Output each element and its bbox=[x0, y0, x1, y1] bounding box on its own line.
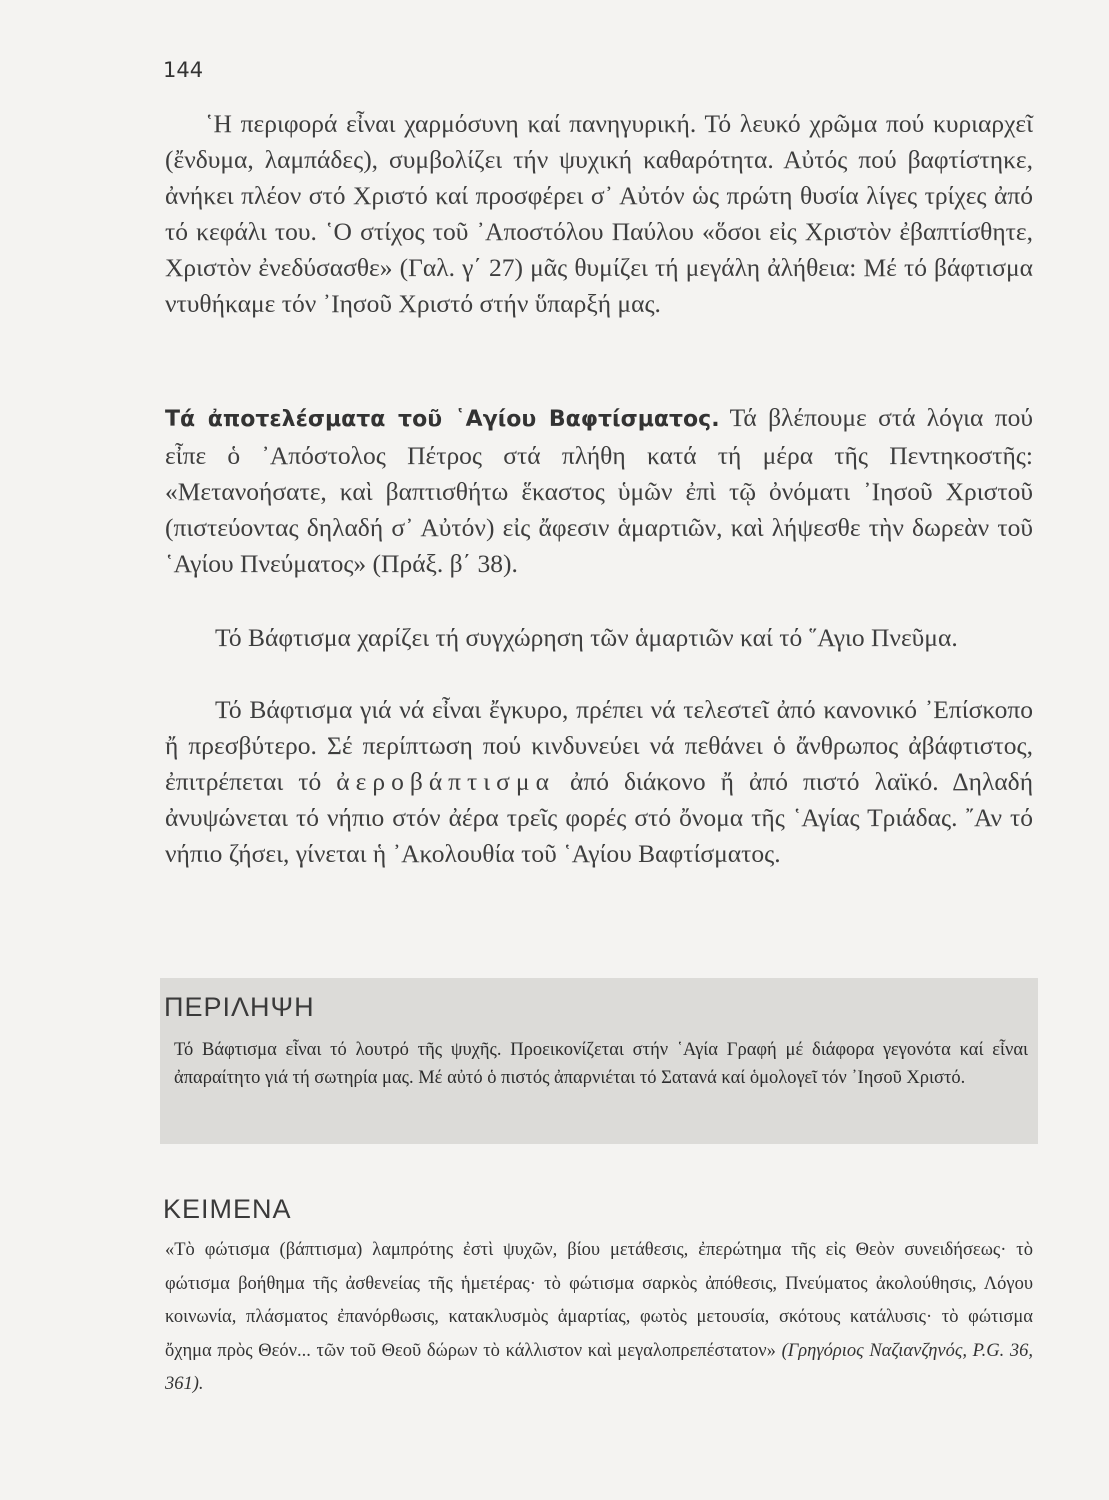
page-number: 144 bbox=[163, 58, 204, 82]
paragraph-validity bbox=[165, 692, 1033, 872]
aerobaptism-term: ἀεροβάπτισμα bbox=[336, 767, 555, 796]
texts-title: ΚΕΙΜΕΝΑ bbox=[163, 1194, 292, 1224]
quote-block bbox=[165, 1234, 1033, 1402]
summary-box bbox=[160, 978, 1038, 1144]
quote-citation: (Γρηγόριος Ναζιανζηνός, P.G. 36, 361). bbox=[165, 1340, 1033, 1394]
summary-text: Τό Βάφτισμα εἶναι τό λουτρό τῆς ψυχῆς. Προεικονίζεται στήν ῾Αγία Γραφή μέ διάφορα γεγονότα καί εἶναι ἀπαραίτητο γιά τή σωτηρία μας. Μέ αὐτό ὁ πιστός ἀπαρνιέται τό Σατανά καί ὁμολογεῖ τόν ᾽Ιησοῦ Χριστό. bbox=[174, 1040, 1028, 1088]
paragraph-baptism-effects-text: Τά βλέπουμε στά λόγια πού εἶπε ὁ ᾽Απόστολος Πέτρος στά πλήθη κατά τή μέρα τῆς Πεντηκοστῆς: «Μετανοήσατε, καὶ βαπτισθήτω ἕκαστος ὑμῶν ἐπὶ τῷ ὀνόματι ᾽Ιησοῦ Χριστοῦ (πιστεύοντας δηλαδή σ᾽ Αὐτόν) εἰς ἄφεσιν ἁμαρτιῶν, καὶ λήψεσθε τὴν δωρεὰν τοῦ ῾Αγίου Πνεύματος» (Πράξ. β΄ 38). bbox=[165, 403, 1033, 578]
paragraph-baptism-effects bbox=[165, 400, 1033, 582]
paragraph-validity-part2: ἀπό διάκονο ἤ ἀπό πιστό λαϊκό. Δηλαδή ἀνυψώνεται τό νήπιο στόν ἀέρα τρεῖς φορές στό ὄνομα τῆς ῾Αγίας Τριάδας. ῎Αν τό νήπιο ζήσει, γίνεται ἡ ᾽Ακολουθία τοῦ ῾Αγίου Βαφτίσματος. bbox=[165, 767, 1034, 868]
paragraph-validity-part1: Τό Βάφτισμα γιά νά εἶναι ἔγκυρο, πρέπει νά τελεστεῖ ἀπό κανονικό ᾽Επίσκοπο ἤ πρεσβύτερο. Σέ περίπτωση πού κινδυνεύει νά πεθάνει ὁ ἄνθρωπος ἀβάφτιστος, ἐπιτρέπεται τό bbox=[165, 695, 1033, 796]
paragraph-forgiveness: Τό Βάφτισμα χαρίζει τή συγχώρηση τῶν ἁμαρτιῶν καί τό ῞Αγιο Πνεῦμα. bbox=[215, 623, 958, 652]
section-heading: Τά ἀποτελέσματα τοῦ ῾Αγίου Βαφτίσματος. bbox=[165, 407, 720, 432]
quote-text: «Τὸ φώτισμα (βάπτισμα) λαμπρότης ἐστὶ ψυχῶν, βίου μετάθεσις, ἐπερώτημα τῆς εἰς Θεὸν συνειδήσεως· τὸ φώτισμα βοήθημα τῆς ἀσθενείας τῆς ἡμετέρας· τὸ φώτισμα σαρκὸς ἀπόθεσις, Πνεύματος ἀκολούθησις, Λόγου κοινωνία, πλάσματος ἐπανόρθωσις, κατακλυσμὸς ἁμαρτίας, φωτὸς μετουσία, σκότους κατάλυσις· τὸ φώτισμα ὄχημα πρὸς Θεόν... τῶν τοῦ Θεοῦ δώρων τὸ κάλλιστον καὶ μεγαλοπρεπέστατον» bbox=[165, 1240, 1033, 1361]
summary-title: ΠΕΡΙΛΗΨΗ bbox=[164, 992, 315, 1022]
paragraph-procession: ῾Η περιφορά εἶναι χαρμόσυνη καί πανηγυρική. Τό λευκό χρῶμα πού κυριαρχεῖ (ἔνδυμα, λαμπάδες), συμβολίζει τήν ψυχική καθαρότητα. Αὐτός πού βαφτίστηκε, ἀνήκει πλέον στό Χριστό καί προσφέρει σ᾽ Αὐτόν ὡς πρώτη θυσία λίγες τρίχες ἀπό τό κεφάλι του. ῾Ο στίχος τοῦ ᾽Αποστόλου Παύλου «ὅσοι εἰς Χριστὸν ἐβαπτίσθητε, Χριστὸν ἐνεδύσασθε» (Γαλ. γ΄ 27) μᾶς θυμίζει τή μεγάλη ἀλήθεια: Μέ τό βάφτισμα ντυθήκαμε τόν ᾽Ιησοῦ Χριστό στήν ὕπαρξή μας. bbox=[165, 109, 1033, 318]
